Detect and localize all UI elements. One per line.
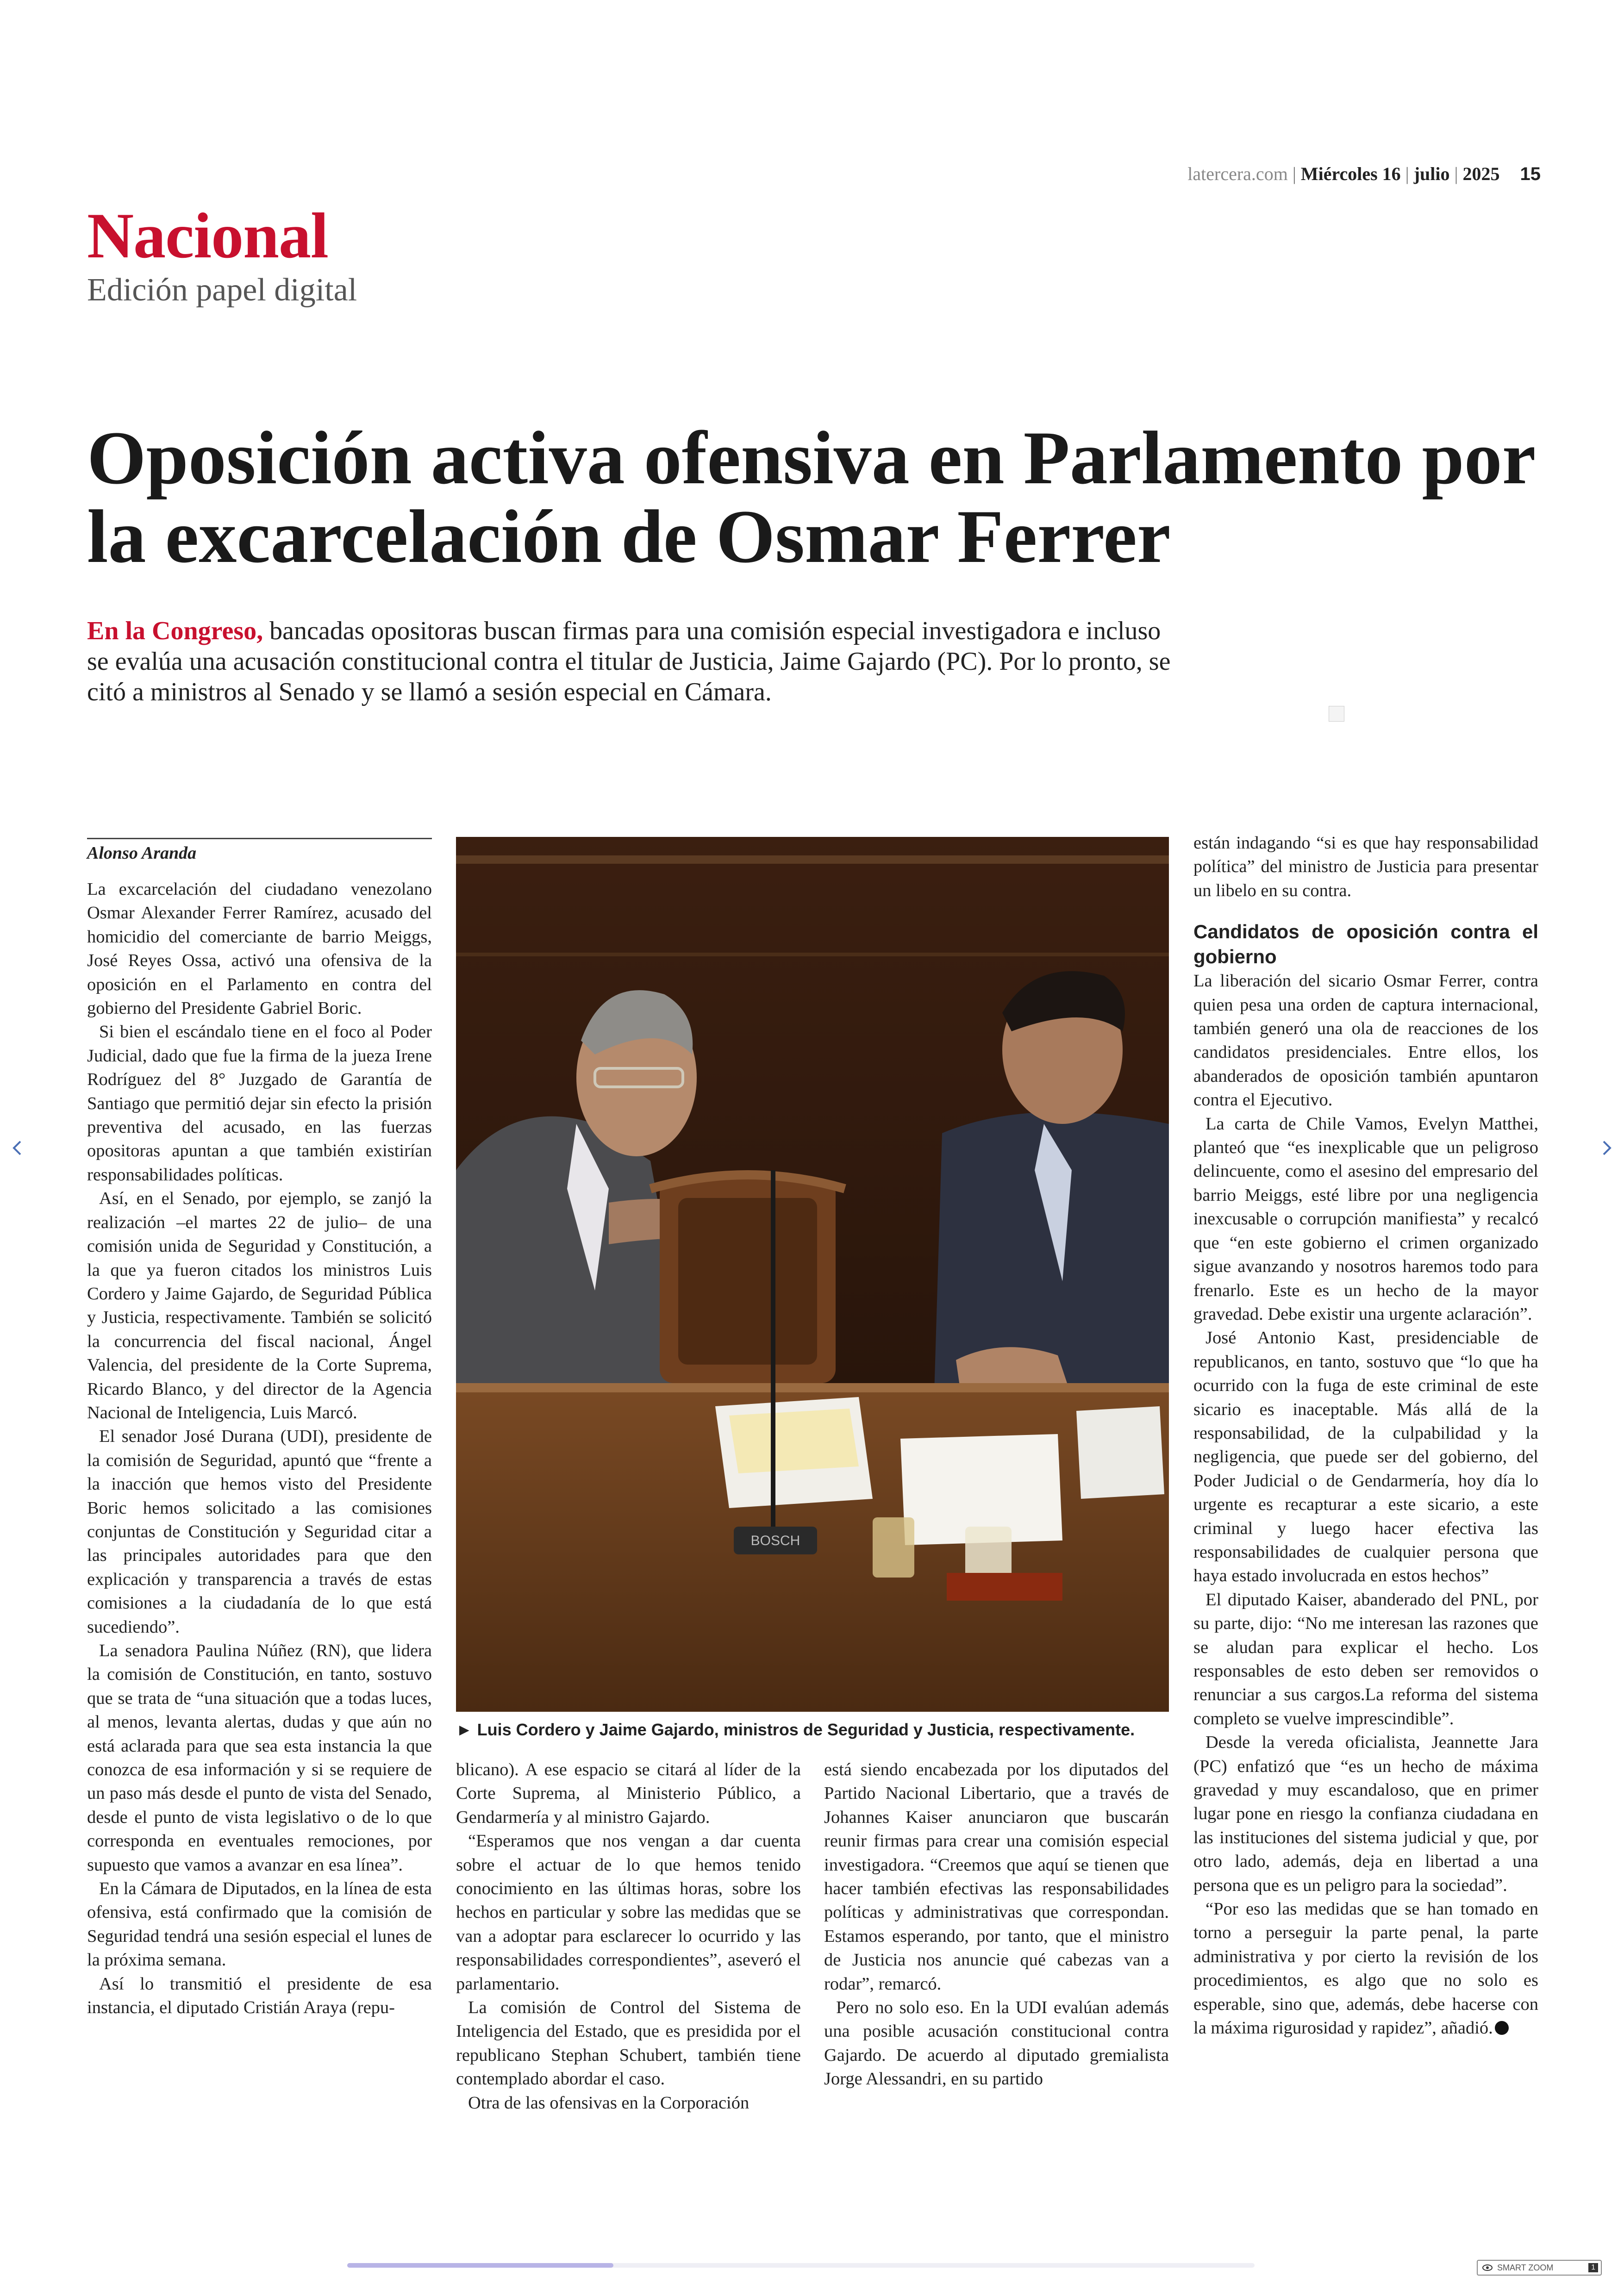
paragraph: La excarcelación del ciudadano venezolano Osmar Alexander Ferrer Ramírez, acusado del homicidio del comerciante de barrio Meiggs, José Reyes Ossa, activó una ofensiva de la oposición en el Parlamento en contra del gobierno del Presidente Gabriel Boric. bbox=[87, 879, 432, 1018]
lede-text: bancadas opositoras buscan firmas para una comisión especial investigadora e incluso se evalúa una acusación constitucional contra el titular de Justicia, Jaime Gajardo (PC). Por lo pronto, se citó a ministros al Senado y se llamó a sesión especial en Cámara. bbox=[87, 617, 1171, 706]
byline: Alonso Aranda bbox=[87, 838, 432, 863]
smart-zoom-count: 1 bbox=[1588, 2263, 1598, 2272]
site-name: latercera.com bbox=[1187, 163, 1288, 184]
mic-brand-label: BOSCH bbox=[750, 1533, 800, 1548]
text-column-1 bbox=[87, 878, 432, 2020]
date-month: julio bbox=[1413, 163, 1450, 184]
subheading: Candidatos de oposición contra el gobierno bbox=[1193, 921, 1538, 968]
edition-subtitle: Edición papel digital bbox=[87, 272, 357, 308]
paragraph: La carta de Chile Vamos, Evelyn Matthei, planteó que “es inexplicable que un peligroso delincuente, como el asesino del empresario del barrio Meiggs, esté libre por una negligencia inexcusable o corrupción manifiesta” y recalcó que “en este gobierno el crimen organizado sigue avanzando y nosotros haremos todo para frenarlo. Este es un hecho de la mayor gravedad. Debe existir una urgente aclaración”. bbox=[1193, 1114, 1538, 1324]
article-photo bbox=[456, 837, 1169, 1712]
text-column-4 bbox=[1193, 831, 1538, 2040]
bookmark-icon[interactable] bbox=[1329, 706, 1344, 722]
paragraph: José Antonio Kast, presidenciable de republicanos, en tanto, sostuvo que “lo que ha ocurrido con la fuga de este criminal de este sicario es inaceptable. Más allá de la responsabilidad, de la culpabilidad y la negligencia, que puede ser del gobierno, del Poder Judicial o de Gendarmería, hoy día lo urgente es recapturar a este sicario, a este criminal y luego hacer efectiva las responsabilidades de cualquier persona que haya estado involucrada en estos hechos” bbox=[1193, 1328, 1538, 1586]
paragraph: Así, en el Senado, por ejemplo, se zanjó la realización –el martes 22 de julio– de una comisión unida de Seguridad y Constitución, a la que ya fueron citados los ministros Luis Cordero y Jaime Gajardo, de Seguridad Pública y Justicia, respectivamente. También se solicitó la concurrencia del fiscal nacional, Ángel Valencia, del presidente de la Corte Suprema, Ricardo Blanco, y del director de la Agencia Nacional de Inteligencia, Luis Marcó. bbox=[87, 1189, 432, 1422]
text-column-2 bbox=[456, 1758, 801, 2115]
section-title: Nacional bbox=[87, 200, 328, 272]
smart-zoom-label: SMART ZOOM bbox=[1497, 2263, 1554, 2272]
photo-caption: ► Luis Cordero y Jaime Gajardo, ministros de Seguridad y Justicia, respectivamente. bbox=[456, 1720, 1135, 1739]
date-year: 2025 bbox=[1462, 163, 1500, 184]
paragraph: La senadora Paulina Núñez (RN), que lidera la comisión de Constitución, en tanto, sostuvo que se trata de “una situación que a todas luces, al menos, levanta alertas, dudas y que aún no está aclarada para que sea esta instancia la que conozca de esa información y si se requiere de un paso más desde el punto de vista del Senado, desde el punto de vista legislativo o de lo que corresponda en eventuales remociones, por supuesto que vamos a avanzar en esa línea”. bbox=[87, 1641, 432, 1875]
paragraph: Si bien el escándalo tiene en el foco al Poder Judicial, dado que fue la firma de la jueza Irene Rodríguez del 8° Juzgado de Garantía de Santiago que permitió dejar sin efecto la prisión preventiva del acusado, en las fuerzas opositoras apuntan a que también existirían responsabilidades políticas. bbox=[87, 1022, 432, 1185]
photo-illustration bbox=[456, 837, 1169, 1712]
paragraph: La liberación del sicario Osmar Ferrer, contra quien pesa una orden de captura internacional, también generó una ola de reacciones de los candidatos presidenciales. Entre ellos, los abanderados de oposición también apuntaron contra el Ejecutivo. bbox=[1193, 971, 1538, 1110]
chevron-left-icon[interactable] bbox=[9, 1140, 26, 1156]
lede-kicker: En la Congreso, bbox=[87, 617, 263, 645]
closing-paragraph-text: “Por eso las medidas que se han tomado en torno a perseguir la parte penal, la parte administrativa y por cierto la revisión de los procedimientos, es algo que no solo es esperable, sino que, además, debe hacerse con la máxima rigurosidad y rapidez”, añadió. bbox=[1193, 1899, 1538, 2038]
paragraph: En la Cámara de Diputados, en la línea de esta ofensiva, está confirmado que la comisión de Seguridad tendrá una sesión especial el lunes de la próxima semana. bbox=[87, 1879, 432, 1970]
chevron-right-icon[interactable] bbox=[1598, 1140, 1615, 1156]
paragraph: Así lo transmitió el presidente de esa instancia, el diputado Cristián Araya (repu- bbox=[87, 1974, 432, 2018]
paragraph: Pero no solo eso. En la UDI evalúan además una posible acusación constitucional contra Gajardo. De acuerdo al diputado gremialista Jorge Alessandri, en su partido bbox=[824, 1998, 1169, 2089]
paragraph: Desde la vereda oficialista, Jeannette Jara (PC) enfatizó que “es un hecho de máxima gravedad y muy escandaloso, que en primer lugar pone en riesgo la confianza ciudadana en las instituciones del sistema judicial y que, por otro lado, además, deja en libertad a una persona que es un peligro para la sociedad”. bbox=[1193, 1733, 1538, 1895]
text-column-3 bbox=[824, 1758, 1169, 2091]
paragraph: blicano). A ese espacio se citará al líder de la Corte Suprema, al Ministerio Público, a Gendarmería y al ministro Gajardo. bbox=[456, 1760, 801, 1827]
paragraph: están indagando “si es que hay responsabilidad política” del ministro de Justicia para presentar un libelo en su contra. bbox=[1193, 833, 1538, 900]
end-mark-icon bbox=[1495, 2021, 1509, 2035]
paragraph: La comisión de Control del Sistema de Inteligencia del Estado, que es presidida por el republicano Stephan Schubert, también tiene contemplado abordar el caso. bbox=[456, 1998, 801, 2089]
paragraph: El senador José Durana (UDI), presidente de la comisión de Seguridad, apuntó que “frente a la inacción que hemos visto del Presidente Boric hemos solicitado a las comisiones conjuntas de Constitución y Seguridad citar a las principales autoridades para que den explicación y transparencia a través de estas comisiones a la ciudadanía de lo que está sucediendo”. bbox=[87, 1427, 432, 1637]
paragraph: Otra de las ofensivas en la Corporación bbox=[468, 2093, 750, 2113]
paragraph: El diputado Kaiser, abanderado del PNL, por su parte, dijo: “No me interesan las razones que se aludan para explicar el hecho. Los responsables de esto deben ser removidos o renunciar a sus cargos.La reforma del sistema completo se vuelve imprescindible”. bbox=[1193, 1590, 1538, 1728]
smart-zoom-button[interactable] bbox=[1477, 2260, 1602, 2276]
paragraph: “Esperamos que nos vengan a dar cuenta sobre el actuar de lo que hemos tenido conocimiento en las últimas horas, sobre los hechos en particular y sobre las medidas que se van a adoptar para esclarecer lo ocurrido y las responsabilidades correspondientes”, aseveró el parlamentario. bbox=[456, 1831, 801, 1994]
page-header-line: latercera.com | Miércoles 16 | julio | 2025 15 bbox=[1187, 163, 1541, 184]
paragraph: está siendo encabezada por los diputados del Partido Nacional Libertario, que a través de Johannes Kaiser anunciaron que buscarán reunir firmas para crear una comisión especial investigadora. “Creemos que aquí se tienen que hacer también efectivas las responsabilidades políticas y administrativas que correspondan. Estamos esperando, por tanto, que el ministro de Justicia nos anuncie qué cabezas van a rodar”, remarcó. bbox=[824, 1760, 1169, 1994]
article-lede bbox=[87, 616, 1180, 707]
paragraph bbox=[1193, 1897, 1538, 2040]
date-day: Miércoles 16 bbox=[1300, 163, 1401, 184]
scrollbar-thumb[interactable] bbox=[347, 2263, 613, 2268]
page-number: 15 bbox=[1520, 164, 1541, 184]
eye-icon bbox=[1482, 2264, 1493, 2271]
article-headline: Oposición activa ofensiva en Parlamento por la excarcelación de Osmar Ferrer bbox=[87, 416, 1535, 579]
page-scrollbar[interactable] bbox=[347, 2263, 1255, 2268]
